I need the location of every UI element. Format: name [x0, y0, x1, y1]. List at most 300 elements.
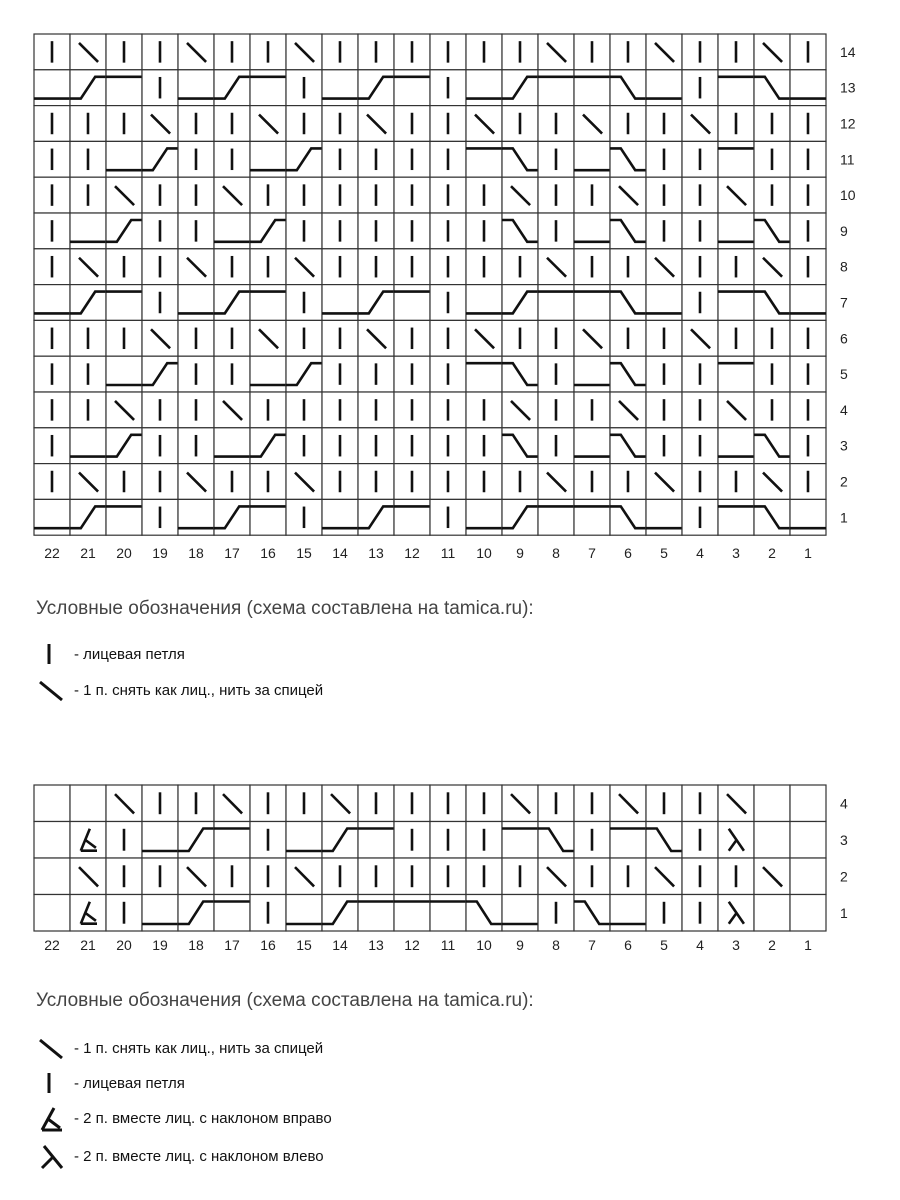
stitch-cell: [394, 213, 430, 249]
col-label: 12: [404, 545, 420, 561]
col-label: 1: [804, 545, 812, 561]
stitch-cell: [106, 320, 142, 356]
col-label: 21: [80, 937, 96, 953]
stitch-cell: [754, 428, 790, 464]
stitch-cell: [142, 858, 178, 895]
stitch-cell: [106, 499, 142, 535]
stitch-cell: [142, 213, 178, 249]
stitch-cell: [214, 320, 250, 356]
stitch-cell: [106, 249, 142, 285]
stitch-cell: [430, 213, 466, 249]
stitch-cell: [394, 141, 430, 177]
col-label: 8: [552, 545, 560, 561]
stitch-cell: [322, 320, 358, 356]
stitch-cell: [610, 34, 646, 70]
row-label: 2: [840, 473, 848, 490]
stitch-cell: [718, 285, 754, 321]
stitch-cell: [754, 464, 790, 500]
stitch-cell: [610, 392, 646, 428]
stitch-cell: [214, 285, 250, 321]
stitch-cell: [214, 177, 250, 213]
stitch-cell: [70, 70, 106, 106]
stitch-cell: [646, 464, 682, 500]
col-label: 14: [332, 545, 348, 561]
stitch-cell: [790, 785, 826, 822]
col-label: 5: [660, 545, 668, 561]
stitch-cell: [754, 177, 790, 213]
stitch-cell: [322, 249, 358, 285]
stitch-cell: [394, 428, 430, 464]
stitch-cell: [466, 895, 502, 932]
stitch-cell: [502, 249, 538, 285]
stitch-cell: [322, 428, 358, 464]
stitch-cell: [754, 785, 790, 822]
stitch-cell: [502, 785, 538, 822]
col-label: 11: [440, 937, 456, 953]
stitch-cell: [358, 356, 394, 392]
stitch-cell: [250, 428, 286, 464]
col-label: 3: [732, 937, 740, 953]
stitch-cell: [610, 895, 646, 932]
stitch-cell: [610, 285, 646, 321]
stitch-cell: [646, 858, 682, 895]
k2tog-right-icon: [36, 1104, 74, 1132]
stitch-cell: [466, 34, 502, 70]
stitch-cell: [466, 822, 502, 859]
stitch-cell: [358, 141, 394, 177]
col-label: 16: [260, 545, 276, 561]
stitch-cell: [178, 428, 214, 464]
stitch-cell: [142, 141, 178, 177]
stitch-cell: [718, 392, 754, 428]
stitch-cell: [682, 249, 718, 285]
col-label: 20: [116, 545, 132, 561]
row-label: 14: [840, 43, 856, 60]
stitch-cell: [250, 785, 286, 822]
stitch-cell: [250, 320, 286, 356]
stitch-cell: [610, 499, 646, 535]
stitch-cell: [286, 34, 322, 70]
stitch-cell: [538, 249, 574, 285]
k2tog-left-icon: [36, 1142, 74, 1170]
col-label: 8: [552, 937, 560, 953]
stitch-cell: [430, 177, 466, 213]
stitch-cell: [754, 822, 790, 859]
stitch-cell: [646, 34, 682, 70]
legend-item-knit-2: [36, 1069, 185, 1097]
stitch-cell: [250, 249, 286, 285]
stitch-cell: [682, 464, 718, 500]
stitch-cell: [754, 106, 790, 142]
stitch-cell: [646, 70, 682, 106]
stitch-cell: [286, 464, 322, 500]
col-label: 19: [152, 545, 168, 561]
stitch-cell: [502, 177, 538, 213]
stitch-cell: [682, 499, 718, 535]
stitch-cell: [178, 213, 214, 249]
stitch-cell: [610, 858, 646, 895]
row-label: 11: [840, 151, 855, 168]
stitch-cell: [178, 177, 214, 213]
stitch-cell: [34, 428, 70, 464]
stitch-cell: [250, 499, 286, 535]
stitch-cell: [790, 34, 826, 70]
stitch-cell: [106, 285, 142, 321]
stitch-cell: [250, 141, 286, 177]
stitch-cell: [610, 320, 646, 356]
stitch-cell: [358, 106, 394, 142]
stitch-cell: [610, 141, 646, 177]
stitch-cell: [322, 285, 358, 321]
stitch-cell: [394, 177, 430, 213]
stitch-cell: [394, 320, 430, 356]
col-label: 12: [404, 937, 420, 953]
stitch-cell: [646, 499, 682, 535]
col-label: 22: [44, 545, 60, 561]
stitch-cell: [34, 141, 70, 177]
stitch-cell: [538, 822, 574, 859]
stitch-cell: [790, 141, 826, 177]
col-label: 21: [80, 545, 96, 561]
stitch-cell: [394, 464, 430, 500]
col-label: 7: [588, 545, 596, 561]
stitch-cell: [106, 34, 142, 70]
stitch-cell: [394, 34, 430, 70]
stitch-cell: [718, 213, 754, 249]
stitch-cell: [322, 141, 358, 177]
stitch-cell: [70, 177, 106, 213]
stitch-cell: [106, 428, 142, 464]
stitch-cell: [358, 320, 394, 356]
stitch-cell: [574, 895, 610, 932]
stitch-cell: [682, 285, 718, 321]
stitch-cell: [754, 34, 790, 70]
stitch-cell: [142, 34, 178, 70]
stitch-cell: [70, 213, 106, 249]
stitch-cell: [466, 464, 502, 500]
stitch-cell: [430, 141, 466, 177]
stitch-cell: [718, 895, 754, 932]
stitch-cell: [466, 106, 502, 142]
stitch-cell: [142, 285, 178, 321]
legend-item-slip-2: [36, 1034, 323, 1062]
stitch-cell: [790, 822, 826, 859]
stitch-cell: [430, 392, 466, 428]
stitch-cell: [754, 320, 790, 356]
legend-text: - лицевая петля: [74, 645, 185, 663]
stitch-cell: [214, 464, 250, 500]
stitch-cell: [286, 249, 322, 285]
stitch-cell: [502, 499, 538, 535]
stitch-cell: [70, 34, 106, 70]
stitch-cell: [502, 141, 538, 177]
stitch-cell: [502, 34, 538, 70]
stitch-cell: [718, 34, 754, 70]
stitch-cell: [214, 70, 250, 106]
stitch-cell: [34, 177, 70, 213]
stitch-cell: [790, 320, 826, 356]
row-label: 10: [840, 187, 856, 204]
col-label: 16: [260, 937, 276, 953]
stitch-cell: [106, 858, 142, 895]
stitch-cell: [646, 320, 682, 356]
stitch-cell: [430, 356, 466, 392]
stitch-cell: [682, 34, 718, 70]
stitch-cell: [646, 249, 682, 285]
col-label: 13: [368, 545, 384, 561]
stitch-cell: [718, 464, 754, 500]
stitch-cell: [394, 285, 430, 321]
stitch-cell: [286, 499, 322, 535]
stitch-cell: [718, 249, 754, 285]
stitch-cell: [70, 392, 106, 428]
stitch-cell: [610, 428, 646, 464]
stitch-cell: [178, 464, 214, 500]
stitch-cell: [718, 499, 754, 535]
stitch-cell: [466, 249, 502, 285]
stitch-cell: [322, 213, 358, 249]
stitch-cell: [214, 895, 250, 932]
stitch-cell: [718, 320, 754, 356]
stitch-cell: [394, 785, 430, 822]
col-label: 2: [768, 937, 776, 953]
stitch-cell: [790, 70, 826, 106]
stitch-cell: [250, 356, 286, 392]
stitch-cell: [214, 34, 250, 70]
stitch-cell: [610, 106, 646, 142]
stitch-cell: [538, 70, 574, 106]
stitch-cell: [394, 249, 430, 285]
stitch-cell: [286, 858, 322, 895]
stitch-cell: [430, 249, 466, 285]
stitch-cell: [430, 70, 466, 106]
stitch-cell: [34, 822, 70, 859]
stitch-cell: [682, 428, 718, 464]
col-label: 4: [696, 937, 704, 953]
stitch-cell: [178, 822, 214, 859]
stitch-cell: [70, 320, 106, 356]
stitch-cell: [178, 249, 214, 285]
stitch-cell: [70, 499, 106, 535]
stitch-cell: [790, 249, 826, 285]
stitch-cell: [178, 34, 214, 70]
stitch-cell: [430, 34, 466, 70]
stitch-cell: [502, 285, 538, 321]
stitch-cell: [178, 895, 214, 932]
stitch-cell: [790, 285, 826, 321]
stitch-cell: [358, 213, 394, 249]
col-label: 10: [476, 937, 492, 953]
stitch-cell: [466, 392, 502, 428]
stitch-cell: [70, 356, 106, 392]
stitch-cell: [430, 428, 466, 464]
stitch-cell: [394, 106, 430, 142]
stitch-cell: [718, 785, 754, 822]
stitch-cell: [214, 822, 250, 859]
stitch-cell: [754, 70, 790, 106]
stitch-cell: [574, 499, 610, 535]
stitch-cell: [286, 822, 322, 859]
stitch-cell: [646, 428, 682, 464]
row-label: 13: [840, 79, 856, 96]
stitch-cell: [358, 177, 394, 213]
stitch-cell: [178, 106, 214, 142]
stitch-cell: [682, 858, 718, 895]
stitch-cell: [538, 213, 574, 249]
stitch-cell: [34, 213, 70, 249]
stitch-cell: [646, 177, 682, 213]
stitch-cell: [178, 141, 214, 177]
stitch-cell: [34, 249, 70, 285]
stitch-cell: [142, 356, 178, 392]
col-label: 17: [224, 937, 240, 953]
stitch-cell: [610, 356, 646, 392]
stitch-cell: [250, 70, 286, 106]
stitch-cell: [682, 106, 718, 142]
stitch-cell: [214, 858, 250, 895]
stitch-cell: [106, 895, 142, 932]
stitch-cell: [214, 213, 250, 249]
stitch-cell: [610, 177, 646, 213]
stitch-cell: [790, 213, 826, 249]
stitch-cell: [70, 106, 106, 142]
stitch-cell: [358, 499, 394, 535]
stitch-cell: [538, 141, 574, 177]
stitch-cell: [646, 785, 682, 822]
stitch-cell: [718, 177, 754, 213]
stitch-cell: [358, 464, 394, 500]
stitch-cell: [502, 213, 538, 249]
stitch-cell: [286, 141, 322, 177]
col-label: 1: [804, 937, 812, 953]
stitch-cell: [322, 858, 358, 895]
stitch-cell: [718, 141, 754, 177]
stitch-cell: [286, 106, 322, 142]
stitch-cell: [214, 392, 250, 428]
stitch-cell: [142, 895, 178, 932]
stitch-cell: [754, 356, 790, 392]
knit-stitch-icon: [36, 640, 74, 668]
legend-text: - 2 п. вместе лиц. с наклоном вправо: [74, 1109, 332, 1127]
stitch-cell: [790, 106, 826, 142]
stitch-cell: [178, 320, 214, 356]
stitch-cell: [646, 285, 682, 321]
stitch-cell: [682, 70, 718, 106]
stitch-cell: [430, 895, 466, 932]
stitch-cell: [430, 785, 466, 822]
row-label: 3: [840, 831, 848, 848]
stitch-cell: [430, 822, 466, 859]
stitch-cell: [538, 499, 574, 535]
stitch-cell: [178, 858, 214, 895]
row-label: 6: [840, 330, 848, 347]
stitch-cell: [178, 499, 214, 535]
stitch-cell: [142, 249, 178, 285]
stitch-cell: [358, 249, 394, 285]
stitch-cell: [538, 428, 574, 464]
legend-item-knit-1: [36, 640, 185, 668]
legend-text: - 2 п. вместе лиц. с наклоном влево: [74, 1147, 324, 1165]
stitch-cell: [106, 106, 142, 142]
slip-stitch-icon: [36, 1034, 74, 1062]
chart-2-grid: [34, 785, 848, 953]
col-label: 13: [368, 937, 384, 953]
stitch-cell: [106, 141, 142, 177]
stitch-cell: [142, 177, 178, 213]
col-label: 9: [516, 937, 524, 953]
stitch-cell: [466, 356, 502, 392]
row-label: 4: [840, 795, 848, 812]
stitch-cell: [574, 356, 610, 392]
stitch-cell: [106, 464, 142, 500]
col-label: 9: [516, 545, 524, 561]
stitch-cell: [682, 895, 718, 932]
stitch-cell: [682, 320, 718, 356]
stitch-cell: [142, 785, 178, 822]
stitch-cell: [250, 213, 286, 249]
stitch-cell: [754, 213, 790, 249]
stitch-cell: [682, 213, 718, 249]
row-label: 5: [840, 366, 848, 383]
stitch-cell: [682, 822, 718, 859]
stitch-cell: [646, 106, 682, 142]
stitch-cell: [358, 34, 394, 70]
stitch-cell: [754, 249, 790, 285]
stitch-cell: [538, 464, 574, 500]
legend-item-k2tog-left: [36, 1142, 324, 1170]
stitch-cell: [250, 858, 286, 895]
stitch-cell: [70, 141, 106, 177]
stitch-cell: [574, 785, 610, 822]
stitch-cell: [682, 177, 718, 213]
stitch-cell: [646, 895, 682, 932]
stitch-cell: [70, 464, 106, 500]
stitch-cell: [214, 356, 250, 392]
stitch-cell: [250, 177, 286, 213]
stitch-cell: [574, 858, 610, 895]
stitch-cell: [502, 320, 538, 356]
stitch-cell: [394, 822, 430, 859]
stitch-cell: [142, 70, 178, 106]
stitch-cell: [502, 428, 538, 464]
stitch-cell: [574, 213, 610, 249]
stitch-cell: [394, 392, 430, 428]
legend-text: - 1 п. снять как лиц., нить за спицей: [74, 681, 324, 699]
stitch-cell: [358, 895, 394, 932]
stitch-cell: [286, 785, 322, 822]
legend-item-slip-1: [36, 676, 323, 704]
row-label: 2: [840, 868, 848, 885]
stitch-cell: [754, 392, 790, 428]
stitch-cell: [286, 70, 322, 106]
stitch-cell: [718, 106, 754, 142]
stitch-cell: [574, 320, 610, 356]
stitch-cell: [394, 70, 430, 106]
stitch-cell: [178, 392, 214, 428]
stitch-cell: [250, 895, 286, 932]
col-label: 5: [660, 937, 668, 953]
stitch-cell: [718, 428, 754, 464]
stitch-cell: [106, 177, 142, 213]
stitch-cell: [70, 428, 106, 464]
stitch-cell: [178, 785, 214, 822]
col-label: 7: [588, 937, 596, 953]
stitch-cell: [754, 499, 790, 535]
stitch-cell: [250, 464, 286, 500]
stitch-cell: [646, 356, 682, 392]
stitch-cell: [790, 177, 826, 213]
legend-item-k2tog-right: [36, 1104, 332, 1132]
